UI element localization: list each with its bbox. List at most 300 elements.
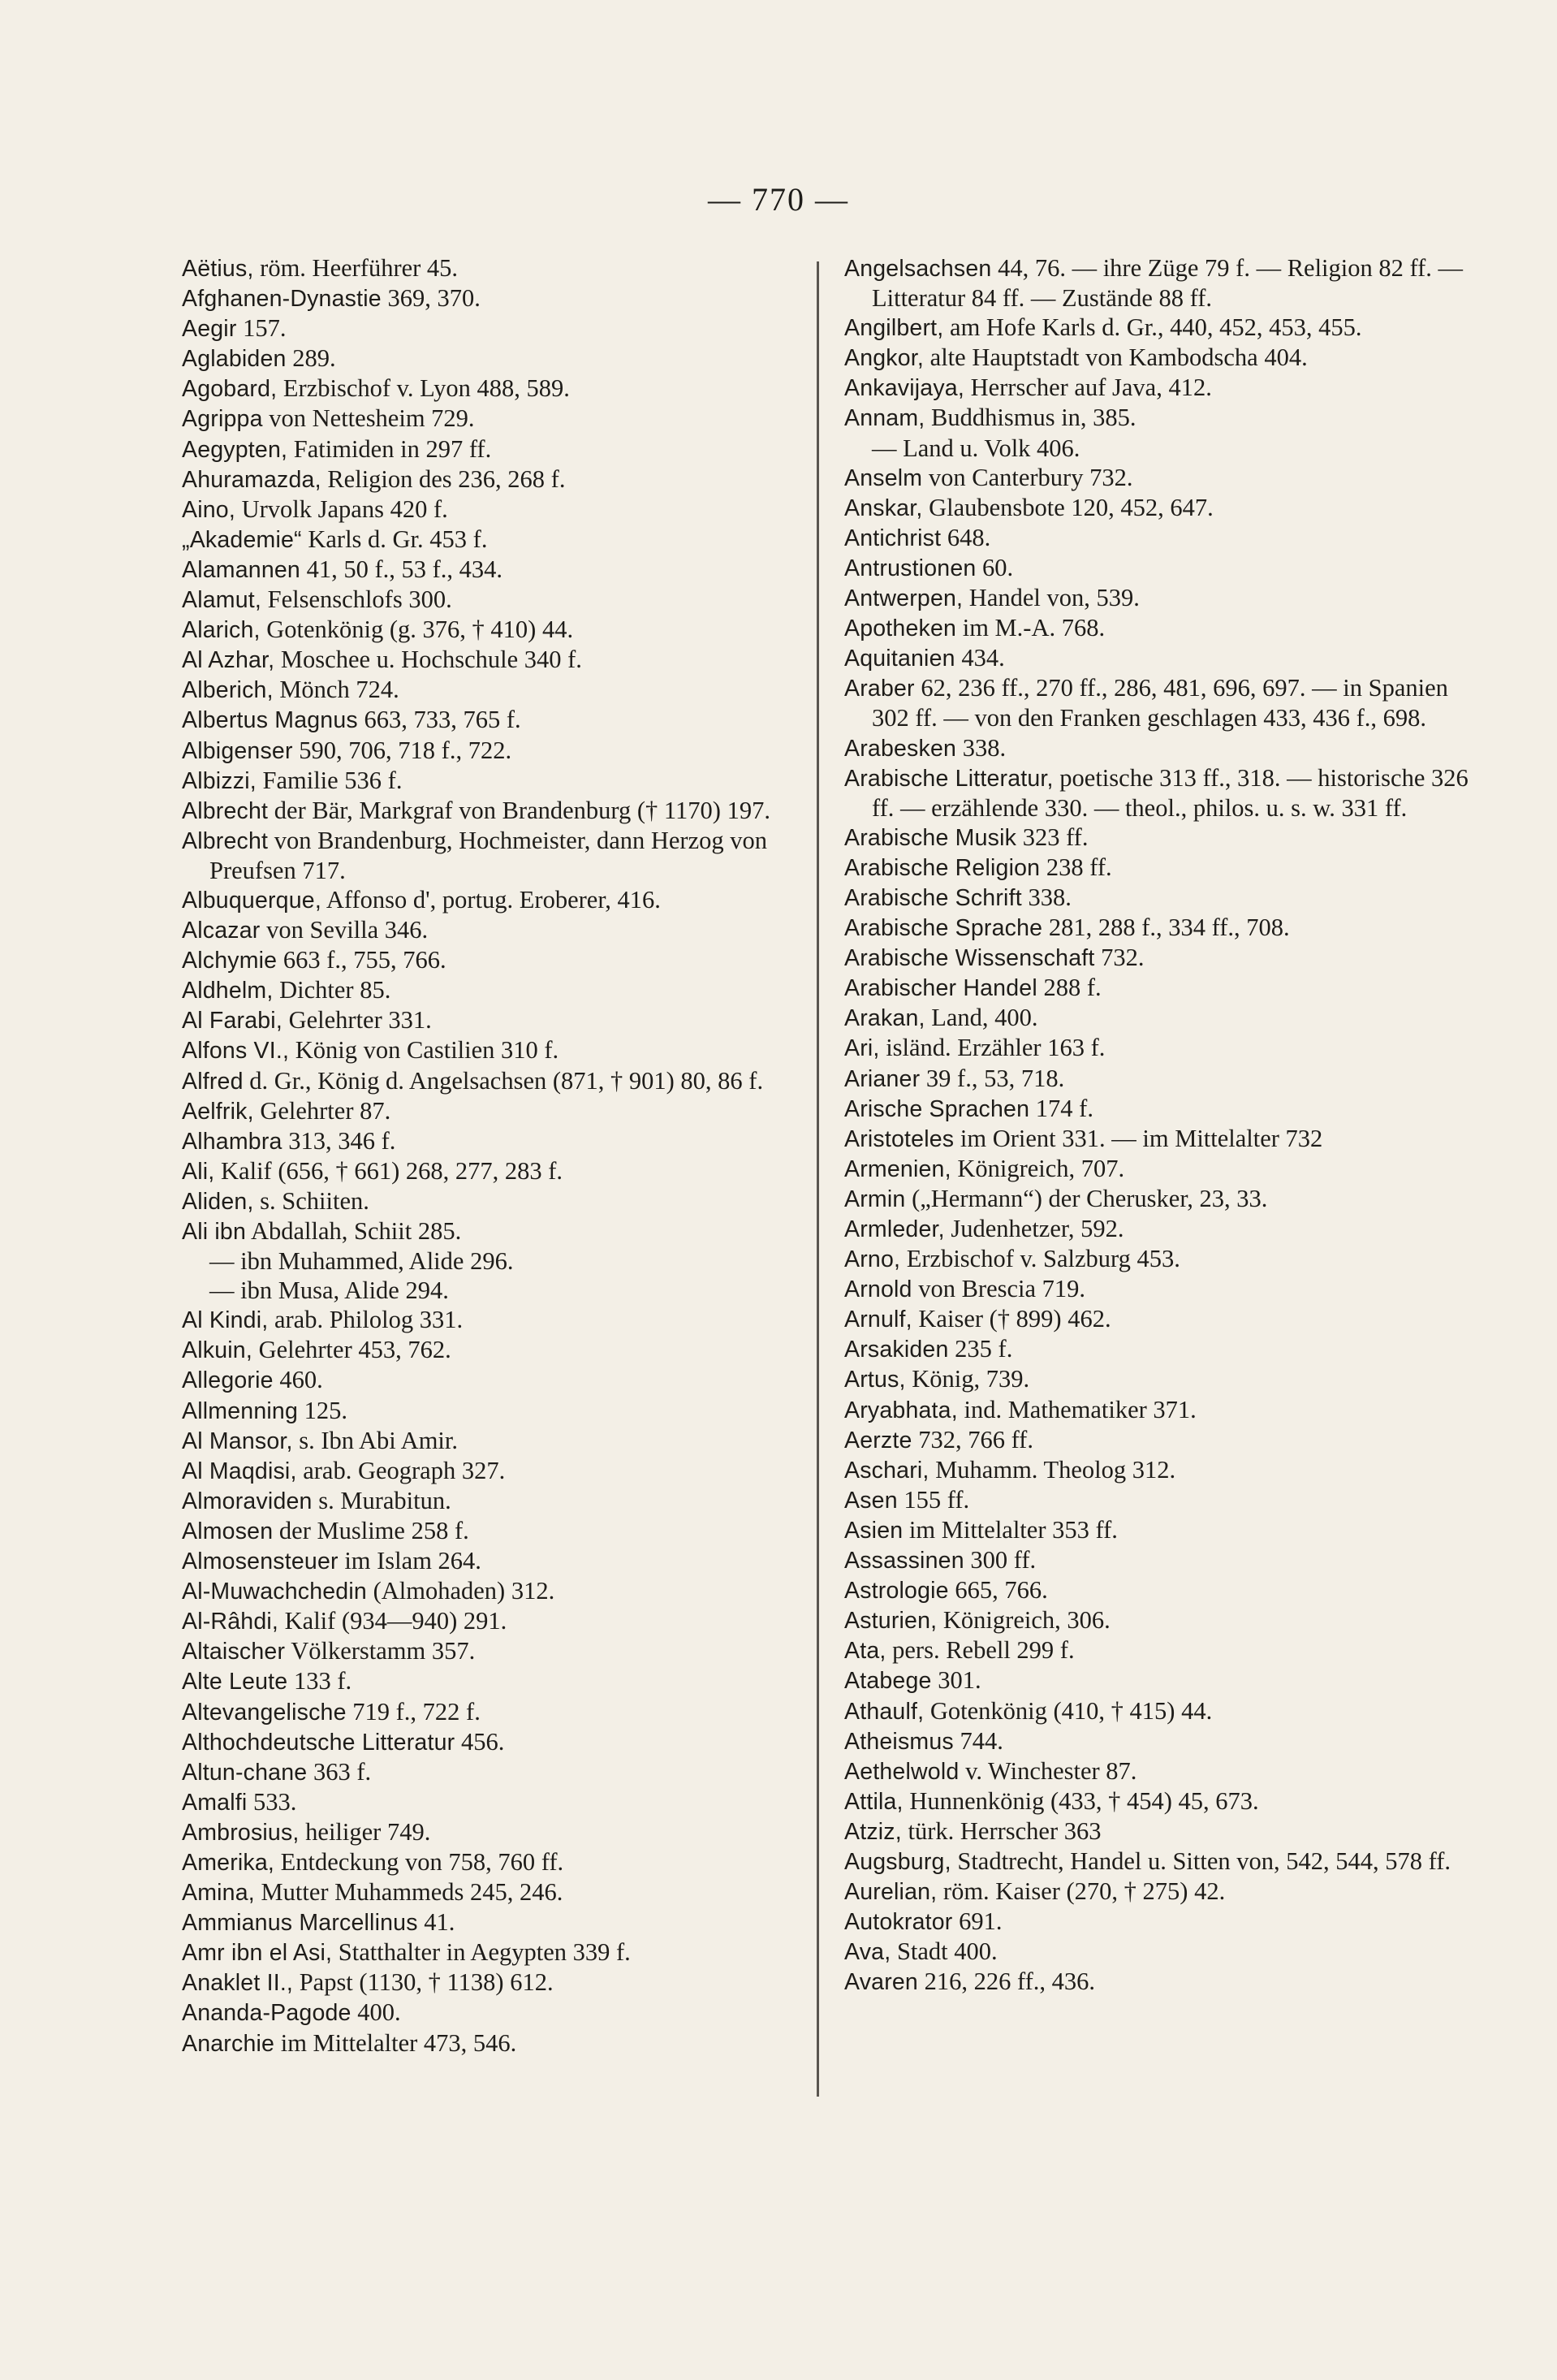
- index-entry: [844, 1907, 1469, 1937]
- index-entry: [182, 1335, 807, 1365]
- index-entry: [182, 1216, 807, 1246]
- index-entry-headword: Alhambra: [182, 1128, 283, 1155]
- index-entry-references: 133 f.: [287, 1667, 352, 1695]
- index-entry-headword: Aquitanien: [844, 646, 955, 672]
- index-entry: [182, 915, 807, 945]
- index-entry-headword: Alamut,: [182, 587, 262, 614]
- index-entry-headword: Aelfrik,: [182, 1098, 254, 1125]
- index-entry-references: 155 ff.: [897, 1485, 970, 1514]
- index-entry-references: („Hermann“) der Cherusker, 23, 33.: [905, 1184, 1268, 1212]
- index-entry-headword: Athaulf,: [844, 1698, 925, 1725]
- index-entry-headword: Aino,: [182, 496, 235, 523]
- index-entry-references: Stadtrecht, Handel u. Sitten von, 542, 544, 578 ff.: [951, 1847, 1451, 1875]
- index-entry-headword: Alarich,: [182, 617, 261, 644]
- index-entry-headword: Amalfi: [182, 1789, 248, 1816]
- index-entry-headword: Ari,: [844, 1035, 880, 1062]
- index-entry: [844, 823, 1469, 853]
- index-entry: [182, 1365, 807, 1395]
- index-entry: [844, 1786, 1469, 1816]
- index-entry-references: von Sevilla 346.: [260, 916, 429, 944]
- index-entry: [844, 1334, 1469, 1364]
- index-entry-headword: Albrecht: [182, 797, 269, 824]
- index-entry-references: 338.: [1021, 883, 1072, 911]
- index-entry-headword: Allegorie: [182, 1367, 274, 1394]
- index-column-right: [844, 253, 1469, 1997]
- index-entry-references: 41.: [417, 1908, 455, 1937]
- index-entry-references: 41, 50 f., 53 f., 434.: [300, 555, 503, 583]
- index-entry: [182, 615, 807, 645]
- index-entry-references: Mutter Muhammeds 245, 246.: [254, 1878, 563, 1907]
- index-entry-headword: Arabische Schrift: [844, 884, 1022, 911]
- index-entry-headword: Antichrist: [844, 525, 942, 551]
- index-entry-headword: Aliden,: [182, 1188, 254, 1215]
- index-entry: [844, 1154, 1469, 1184]
- index-entry-references: Gelehrter 453, 762.: [252, 1336, 451, 1364]
- index-entry: [182, 766, 807, 796]
- index-entry-references: 39 f., 53, 718.: [920, 1064, 1065, 1092]
- index-entry-references: Dichter 85.: [273, 976, 391, 1004]
- index-entry: [844, 1003, 1469, 1033]
- index-entry-headword: Atabege: [844, 1668, 932, 1695]
- index-entry-headword: Arabische Wissenschaft: [844, 945, 1095, 972]
- index-entry-references: Mönch 724.: [273, 676, 399, 704]
- index-entry: [844, 1094, 1469, 1124]
- index-entry-headword: Arabische Musik: [844, 824, 1017, 851]
- index-entry-references: 313, 346 f.: [282, 1126, 396, 1155]
- index-entry: [182, 1636, 807, 1666]
- index-entry: [182, 1186, 807, 1216]
- index-entry: [844, 1395, 1469, 1425]
- index-entry-headword: Arno,: [844, 1246, 901, 1273]
- index-entry: [182, 796, 807, 826]
- index-entry-references: d. Gr., König d. Angelsachsen (871, † 901) 80, 86 f.: [243, 1066, 764, 1095]
- index-entry: [182, 1276, 807, 1305]
- index-entry-headword: Amr ibn el Asi,: [182, 1940, 333, 1967]
- index-entry: [844, 373, 1469, 403]
- index-entry-references: Religion des 236, 268 f.: [321, 464, 566, 493]
- index-entry: [182, 885, 807, 915]
- index-entry-headword: Al-Muwachchedin: [182, 1579, 367, 1605]
- index-entry: [844, 493, 1469, 523]
- index-entry: [844, 1816, 1469, 1847]
- index-entry: [844, 1665, 1469, 1695]
- index-entry-headword: Avaren: [844, 1969, 918, 1996]
- index-entry-headword: Assassinen: [844, 1548, 964, 1574]
- index-entry: [182, 1727, 807, 1757]
- index-entry-references: im Islam 264.: [338, 1547, 481, 1575]
- index-entry: [182, 1847, 807, 1877]
- index-entry-references: 300 ff.: [964, 1546, 1037, 1574]
- index-entry-headword: Aerzte: [844, 1427, 912, 1453]
- index-entry-references: Kalif (934—940) 291.: [278, 1607, 507, 1635]
- index-entry: [182, 1005, 807, 1035]
- index-entry: [844, 763, 1469, 823]
- index-entry-references: Muhamm. Theolog 312.: [929, 1455, 1176, 1484]
- index-entry-headword: Arnold: [844, 1276, 912, 1303]
- index-entry: [844, 1244, 1469, 1274]
- index-entry-references: Abdallah, Schiit 285.: [246, 1217, 462, 1245]
- index-entry-references: Königreich, 306.: [937, 1606, 1111, 1635]
- index-entry-references: 44, 76. — ihre Züge 79 f. — Religion 82 ff. — Litteratur 84 ff. — Zustände 88 ff.: [872, 254, 1464, 313]
- index-entry: [182, 464, 807, 495]
- index-entry-headword: Alamannen: [182, 556, 300, 583]
- index-entry-references: Erzbischof v. Lyon 488, 589.: [277, 374, 570, 403]
- index-entry: [182, 1817, 807, 1847]
- index-entry-references: der Bär, Markgraf von Brandenburg († 1170) 197.: [268, 796, 770, 824]
- index-entry: [844, 1726, 1469, 1756]
- index-entry: [844, 1847, 1469, 1877]
- index-entry-references: 363 f.: [307, 1757, 372, 1786]
- index-entry: [182, 374, 807, 404]
- index-entry-headword: Albrecht: [182, 827, 269, 854]
- index-entry: [844, 1033, 1469, 1063]
- index-entry: [182, 1907, 807, 1937]
- index-entry: [182, 1305, 807, 1335]
- index-entry-references: 434.: [955, 644, 1005, 672]
- index-entry-references: von Brandenburg, Hochmeister, dann Herzog von Preufsen 717.: [209, 826, 767, 884]
- index-entry-headword: Al Kindi,: [182, 1307, 269, 1334]
- index-entry-references: arab. Geograph 327.: [296, 1456, 506, 1484]
- index-entry-references: 125.: [298, 1396, 347, 1424]
- index-entry-headword: Alchymie: [182, 948, 278, 974]
- index-entry-references: 60.: [976, 553, 1014, 581]
- index-entry: [844, 1274, 1469, 1304]
- index-entry: [182, 1666, 807, 1696]
- index-entry: [844, 313, 1469, 343]
- index-entry: [182, 495, 807, 525]
- index-entry: [844, 434, 1469, 463]
- index-entry: [182, 826, 807, 885]
- index-entry: [182, 253, 807, 283]
- index-entry: [182, 585, 807, 615]
- index-entry: [844, 853, 1469, 883]
- index-entry-headword: Arische Sprachen: [844, 1095, 1030, 1122]
- index-entry-references: Völkerstamm 357.: [285, 1637, 476, 1665]
- index-entry: [844, 1605, 1469, 1635]
- index-entry-references: 665, 766.: [948, 1576, 1048, 1605]
- index-entry: [182, 945, 807, 975]
- index-entry-headword: Attila,: [844, 1788, 904, 1815]
- index-entry: [182, 1967, 807, 1998]
- index-entry-headword: Armin: [844, 1186, 906, 1212]
- index-entry-headword: Agobard,: [182, 376, 278, 403]
- index-entry-references: im Orient 331. — im Mittelalter 732: [954, 1124, 1323, 1152]
- index-entry-headword: Alte Leute: [182, 1669, 288, 1695]
- index-entry-references: Affonso d', portug. Eroberer, 416.: [321, 885, 661, 914]
- index-entry-headword: Asien: [844, 1517, 904, 1544]
- index-entry: [182, 313, 807, 343]
- index-entry-headword: Almoraviden: [182, 1488, 313, 1514]
- index-entry-headword: Albuquerque,: [182, 887, 321, 914]
- index-entry-references: 289.: [286, 344, 336, 373]
- index-entry-references: am Hofe Karls d. Gr., 440, 452, 453, 455.: [943, 313, 1362, 342]
- index-entry-references: im Mittelalter 473, 546.: [274, 2028, 517, 2057]
- index-entry-headword: Allmenning: [182, 1397, 298, 1424]
- index-entry: [844, 403, 1469, 433]
- index-entry-headword: Afghanen-Dynastie: [182, 286, 382, 313]
- index-entry: [844, 913, 1469, 943]
- index-entry-references: 235 f.: [948, 1335, 1013, 1363]
- index-entry-headword: Aegypten,: [182, 436, 288, 463]
- index-entry: [844, 943, 1469, 973]
- index-entry-headword: Althochdeutsche Litteratur: [182, 1729, 455, 1756]
- index-entry-headword: Almosensteuer: [182, 1549, 339, 1575]
- index-entry-references: (Almohaden) 312.: [366, 1577, 555, 1605]
- index-entry-references: Statthalter in Aegypten 339 f.: [332, 1938, 631, 1967]
- index-entry-references: 732, 766 ff.: [912, 1425, 1033, 1453]
- index-entry-references: Gelehrter 331.: [282, 1006, 432, 1035]
- index-entry-references: 648.: [941, 523, 991, 551]
- index-entry-headword: Armleder,: [844, 1216, 945, 1242]
- index-entry-references: Herrscher auf Java, 412.: [964, 374, 1212, 402]
- index-entry-headword: Aldhelm,: [182, 978, 274, 1004]
- index-entry-references: 663 f., 755, 766.: [277, 946, 446, 974]
- index-entry-references: 533.: [247, 1787, 297, 1816]
- index-entry-references: s. Schiiten.: [253, 1186, 369, 1215]
- index-entry-headword: Anarchie: [182, 2030, 275, 2057]
- index-entry-references: 288 f.: [1037, 974, 1102, 1002]
- index-entry-headword: Almosen: [182, 1518, 274, 1544]
- index-entry-references: 456.: [455, 1727, 505, 1756]
- index-entry-headword: Astrologie: [844, 1578, 949, 1605]
- index-entry: [844, 1635, 1469, 1665]
- index-entry-references: Familie 536 f.: [256, 766, 403, 794]
- index-entry: [844, 1515, 1469, 1545]
- index-entry-references: im Mittelalter 353 ff.: [903, 1515, 1118, 1544]
- index-entry-headword: Aryabhata,: [844, 1397, 958, 1423]
- index-entry-headword: Angelsachsen: [844, 256, 992, 282]
- index-entry-references: heiliger 749.: [299, 1817, 431, 1846]
- index-entry-references: 157.: [236, 314, 287, 343]
- index-entry: [182, 1697, 807, 1727]
- index-entry: [844, 463, 1469, 493]
- index-entry: [182, 283, 807, 313]
- index-entry: [182, 1426, 807, 1456]
- index-entry-headword: Aegir: [182, 316, 237, 343]
- index-entry: [844, 1124, 1469, 1154]
- index-entry-references: türk. Herrscher 363: [901, 1816, 1102, 1845]
- index-entry: [844, 523, 1469, 553]
- index-entry-references: pers. Rebell 299 f.: [886, 1636, 1075, 1665]
- index-entry-headword: Ali,: [182, 1158, 215, 1185]
- index-entry-headword: Altaischer: [182, 1639, 286, 1665]
- index-entry: [182, 1396, 807, 1426]
- index-entry: [182, 1096, 807, 1126]
- index-entry: [182, 1998, 807, 2028]
- page-number: — 770 —: [708, 181, 849, 218]
- index-entry: [844, 1064, 1469, 1094]
- index-entry-headword: Ali ibn: [182, 1219, 247, 1245]
- index-entry-references: Gelehrter 87.: [253, 1096, 391, 1125]
- index-entry-headword: Arabischer Handel: [844, 975, 1037, 1002]
- index-entry-references: 323 ff.: [1016, 823, 1089, 851]
- index-entry: [182, 705, 807, 735]
- index-entry-headword: Araber: [844, 676, 915, 702]
- index-entry-references: von Canterbury 732.: [922, 463, 1133, 491]
- index-entry-references: Erzbischof v. Salzburg 453.: [900, 1245, 1180, 1273]
- index-entry: [844, 1304, 1469, 1334]
- index-entry-headword: Aurelian,: [844, 1879, 938, 1906]
- index-entry: [844, 1756, 1469, 1786]
- index-entry-headword: Arabesken: [844, 735, 957, 762]
- index-entry: [182, 2028, 807, 2058]
- index-entry-references: Land, 400.: [925, 1004, 1038, 1032]
- index-entry: [182, 1246, 807, 1276]
- index-entry-references: 174 f.: [1029, 1094, 1093, 1122]
- index-entry: [182, 1877, 807, 1907]
- index-entry-references: 691.: [952, 1907, 1003, 1936]
- column-divider: [817, 261, 819, 2097]
- index-entry-headword: Arnulf,: [844, 1307, 912, 1333]
- index-entry-headword: Agrippa: [182, 406, 263, 433]
- index-entry-headword: Arakan,: [844, 1005, 925, 1032]
- index-entry-headword: Albizzi,: [182, 767, 257, 794]
- index-entry: [182, 1606, 807, 1636]
- index-entry-references: alte Hauptstadt von Kambodscha 404.: [924, 343, 1308, 372]
- index-entry-references: Moschee u. Hochschule 340 f.: [274, 646, 582, 674]
- index-entry: [182, 1546, 807, 1576]
- index-entry-references: v. Winchester 87.: [959, 1756, 1137, 1785]
- index-entry-references: 338.: [956, 733, 1007, 762]
- index-entry-references: von Nettesheim 729.: [262, 404, 475, 433]
- index-entry-headword: Ata,: [844, 1638, 886, 1665]
- index-entry-references: Felsenschlofs 300.: [261, 585, 452, 614]
- index-entry: [844, 643, 1469, 673]
- index-entry-headword: Arsakiden: [844, 1337, 949, 1363]
- index-entry-references: — ibn Muhammed, Alide 296.: [209, 1247, 514, 1276]
- index-entry-headword: Alberich,: [182, 677, 274, 704]
- index-entry-headword: Al Mansor,: [182, 1428, 293, 1454]
- index-entry-references: 369, 370.: [381, 284, 481, 313]
- index-entry-headword: Al Maqdisi,: [182, 1458, 297, 1484]
- index-entry: [844, 1545, 1469, 1575]
- index-entry: [844, 1364, 1469, 1394]
- index-entry: [844, 253, 1469, 313]
- index-entry: [182, 1035, 807, 1065]
- index-entry: [182, 1516, 807, 1546]
- index-entry-references: röm. Kaiser (270, † 275) 42.: [937, 1877, 1226, 1906]
- index-entry-headword: Ankavijaya,: [844, 375, 964, 402]
- index-entry-headword: Arabische Religion: [844, 854, 1041, 881]
- index-entry-headword: Angilbert,: [844, 315, 944, 342]
- index-entry: [844, 673, 1469, 732]
- index-entry-references: 281, 288 f., 334 ff., 708.: [1042, 914, 1290, 942]
- index-entry-headword: Arianer: [844, 1065, 921, 1092]
- index-entry-references: 663, 733, 765 f.: [357, 706, 521, 734]
- index-entry: [182, 975, 807, 1005]
- index-entry-headword: Al-Râhdi,: [182, 1609, 279, 1635]
- index-entry: [182, 736, 807, 766]
- index-entry-references: Urvolk Japans 420 f.: [235, 495, 448, 523]
- index-entry-headword: Altun-chane: [182, 1759, 308, 1786]
- index-entry: [182, 555, 807, 585]
- index-entry-headword: Angkor,: [844, 345, 925, 372]
- index-entry-headword: Anselm: [844, 464, 923, 491]
- index-entry-references: isländ. Erzähler 163 f.: [879, 1034, 1106, 1062]
- index-entry-headword: Albertus Magnus: [182, 707, 358, 734]
- index-entry: [182, 1937, 807, 1967]
- index-entry-references: röm. Heerführer 45.: [253, 254, 459, 282]
- index-entry: [182, 434, 807, 464]
- index-entry: [182, 1486, 807, 1516]
- index-entry-references: Handel von, 539.: [963, 584, 1140, 612]
- index-entry-headword: Anaklet II.,: [182, 1970, 294, 1997]
- index-entry-headword: Annam,: [844, 405, 925, 432]
- index-entry: [844, 1877, 1469, 1907]
- index-entry: [844, 1455, 1469, 1485]
- index-entry: [844, 583, 1469, 613]
- index-entry-headword: Ambrosius,: [182, 1819, 300, 1846]
- index-entry-references: Gotenkönig (g. 376, † 410) 44.: [260, 616, 574, 644]
- index-entry-headword: Autokrator: [844, 1909, 953, 1936]
- index-entry-references: Glaubensbote 120, 452, 647.: [922, 493, 1214, 521]
- index-entry-references: Entdeckung von 758, 760 ff.: [274, 1847, 564, 1876]
- index-entry: [182, 1156, 807, 1186]
- index-entry: [844, 1967, 1469, 1997]
- index-entry-references: arab. Philolog 331.: [268, 1306, 464, 1334]
- index-entry-references: König von Castilien 310 f.: [289, 1036, 559, 1065]
- index-entry-references: 400.: [351, 1998, 401, 2027]
- index-entry-headword: Asturien,: [844, 1608, 938, 1635]
- index-entry-headword: Amina,: [182, 1880, 255, 1907]
- index-entry-references: Hunnenkönig (433, † 454) 45, 673.: [903, 1786, 1259, 1815]
- index-entry-references: Gotenkönig (410, † 415) 44.: [924, 1696, 1213, 1725]
- index-entry-headword: Apotheken: [844, 616, 957, 642]
- index-entry-headword: Albigenser: [182, 737, 293, 764]
- index-entry-references: s. Murabitun.: [312, 1486, 451, 1514]
- index-entry-references: Papst (1130, † 1138) 612.: [293, 1968, 554, 1997]
- index-entry: [844, 1485, 1469, 1515]
- index-entry-references: 590, 706, 718 f., 722.: [292, 736, 512, 764]
- index-entry: [182, 675, 807, 705]
- index-entry-headword: Alcazar: [182, 918, 261, 944]
- index-entry-headword: Anskar,: [844, 495, 923, 521]
- index-entry: [182, 343, 807, 374]
- index-entry-headword: Augsburg,: [844, 1848, 951, 1875]
- index-entry: [844, 1696, 1469, 1726]
- index-entry-references: 732.: [1094, 944, 1145, 972]
- index-entry: [844, 1425, 1469, 1455]
- index-entry: [844, 973, 1469, 1003]
- index-entry-headword: Antrustionen: [844, 555, 977, 581]
- index-entry: [182, 1066, 807, 1096]
- index-entry-headword: Alfred: [182, 1068, 244, 1095]
- index-entry: [844, 1184, 1469, 1214]
- index-entry-references: Buddhismus in, 385.: [925, 404, 1136, 432]
- index-entry-headword: Arabische Litteratur,: [844, 765, 1054, 792]
- index-entry-headword: Al Azhar,: [182, 647, 275, 674]
- index-entry-headword: Atziz,: [844, 1818, 902, 1845]
- index-entry-headword: Arabische Sprache: [844, 915, 1043, 942]
- index-entry-headword: Artus,: [844, 1367, 906, 1393]
- index-entry-references: 719 f., 722 f.: [346, 1697, 481, 1726]
- index-entry-references: 460.: [273, 1366, 323, 1394]
- index-entry-references: Kaiser († 899) 462.: [912, 1305, 1111, 1333]
- index-entry-headword: „Akademie“: [182, 526, 302, 553]
- index-entry-references: s. Ibn Abi Amir.: [292, 1426, 458, 1454]
- index-entry-headword: Alfons VI.,: [182, 1038, 290, 1065]
- index-entry-headword: Aschari,: [844, 1457, 929, 1484]
- index-entry: [844, 613, 1469, 643]
- index-entry-references: 238 ff.: [1040, 853, 1112, 881]
- index-entry-references: — Land u. Volk 406.: [872, 434, 1080, 462]
- index-entry-references: der Muslime 258 f.: [273, 1516, 469, 1544]
- index-entry-headword: Aëtius,: [182, 256, 254, 282]
- index-entry-headword: Ananda-Pagode: [182, 2000, 352, 2027]
- index-entry-references: 216, 226 ff., 436.: [918, 1967, 1096, 1996]
- index-entry-references: Fatimiden in 297 ff.: [287, 434, 492, 463]
- index-entry-references: im M.-A. 768.: [956, 614, 1106, 642]
